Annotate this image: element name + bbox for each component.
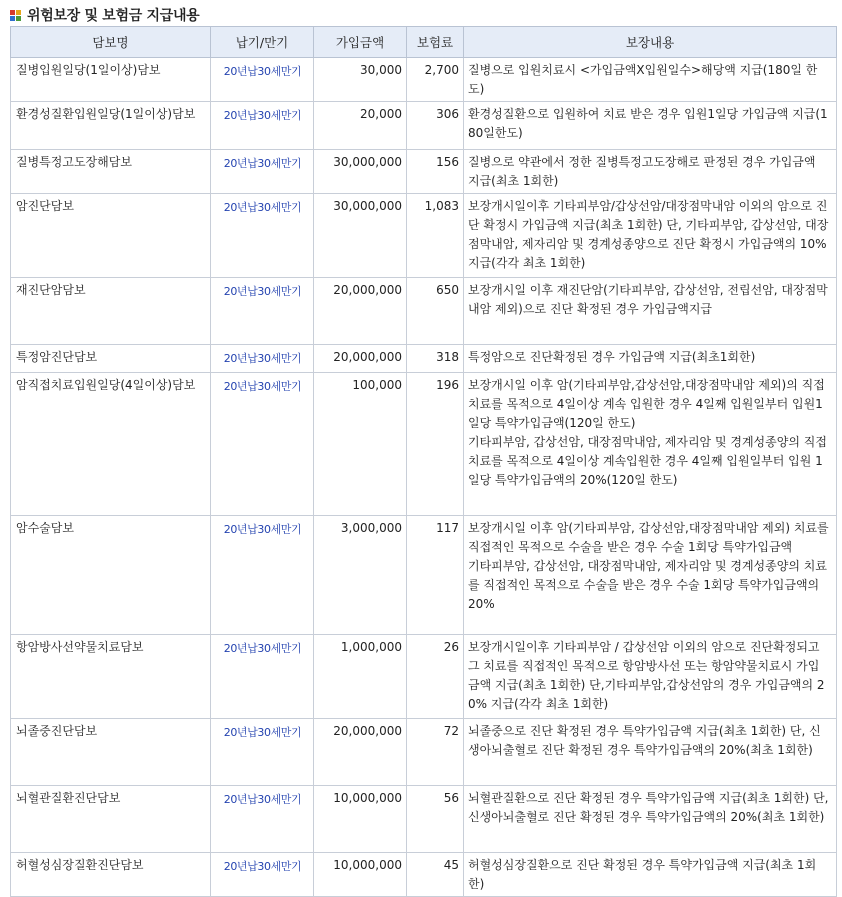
amount-cell: 10,000,000 [314, 786, 407, 853]
description-cell: 환경성질환으로 입원하여 치료 받은 경우 입원1일당 가입금액 지급(180일한도) [464, 102, 837, 150]
description-cell: 질병으로 입원치료시 <가입금액X입원일수>해당액 지급(180일 한도) [464, 58, 837, 102]
section-title: 위험보장 및 보험금 지급내용 [27, 8, 200, 24]
period-cell: 20년납30세만기 [211, 345, 314, 373]
amount-cell: 30,000,000 [314, 150, 407, 194]
coverage-name-cell: 암수술담보 [11, 516, 211, 635]
amount-cell: 20,000,000 [314, 345, 407, 373]
table-row [11, 373, 837, 516]
table-row [11, 719, 837, 786]
section-header [10, 6, 199, 24]
amount-cell: 20,000,000 [314, 278, 407, 345]
premium-cell: 26 [407, 635, 464, 719]
description-cell: 허혈성심장질환으로 진단 확정된 경우 특약가입금액 지급(최초 1회한) [464, 853, 837, 897]
section-bullet-icon [10, 10, 21, 21]
coverage-name-cell: 환경성질환입원일당(1일이상)담보 [11, 102, 211, 150]
period-cell: 20년납30세만기 [211, 373, 314, 516]
period-cell: 20년납30세만기 [211, 58, 314, 102]
description-cell: 보장개시일이후 기타피부암 / 갑상선암 이외의 암으로 진단확정되고 그 치료를 직접적인 목적으로 항암방사선 또는 항암약물치료시 가입금액 지급(최초 1회한) 단,기타피부암,갑상선암의 경우 가입금액의 20% 지급(각각 최초 1회한) [464, 635, 837, 719]
description-cell: 보장개시일이후 기타피부암/갑상선암/대장점막내암 이외의 암으로 진단 확정시 가입금액 지급(최초 1회한) 단, 기타피부암, 갑상선암, 대장점막내암, 제자리암 및 경계성종양으로 진단 확정시 가입금액의 10% 지급(각각 최초 1회한) [464, 194, 837, 278]
premium-cell: 56 [407, 786, 464, 853]
table-row [11, 194, 837, 278]
amount-cell: 100,000 [314, 373, 407, 516]
description-cell: 보장개시일 이후 암(기타피부암,갑상선암,대장점막내암 제외)의 직접치료를 목적으로 4일이상 계속 입원한 경우 4일째 입원일부터 입원1일당 특약가입금액(120일 한도) 기타피부암, 갑상선암, 대장점막내암, 제자리암 및 경계성종양의 직접치료를 목적으로 4일이상 계속입원한 경우 4일째 입원일부터 입원 1일당 특약가입금액의 20%(120일 한도) [464, 373, 837, 516]
coverage-name-cell: 뇌혈관질환진단담보 [11, 786, 211, 853]
coverage-name-cell: 질병입원일당(1일이상)담보 [11, 58, 211, 102]
table-row [11, 102, 837, 150]
coverage-name-cell: 뇌졸중진단담보 [11, 719, 211, 786]
premium-cell: 45 [407, 853, 464, 897]
period-cell: 20년납30세만기 [211, 516, 314, 635]
column-header-amount: 가입금액 [314, 27, 407, 58]
premium-cell: 156 [407, 150, 464, 194]
description-cell: 보장개시일 이후 재진단암(기타피부암, 갑상선암, 전립선암, 대장점막내암 제외)으로 진단 확정된 경우 가입금액지급 [464, 278, 837, 345]
table-row [11, 345, 837, 373]
period-cell: 20년납30세만기 [211, 719, 314, 786]
coverage-name-cell: 재진단암담보 [11, 278, 211, 345]
coverage-name-cell: 암진단담보 [11, 194, 211, 278]
description-cell: 특정암으로 진단확정된 경우 가입금액 지급(최초1회한) [464, 345, 837, 373]
premium-cell: 117 [407, 516, 464, 635]
amount-cell: 3,000,000 [314, 516, 407, 635]
period-cell: 20년납30세만기 [211, 853, 314, 897]
coverage-name-cell: 질병특정고도장해담보 [11, 150, 211, 194]
premium-cell: 196 [407, 373, 464, 516]
table-row [11, 58, 837, 102]
coverage-name-cell: 허혈성심장질환진단담보 [11, 853, 211, 897]
coverage-name-cell: 암직접치료입원일당(4일이상)담보 [11, 373, 211, 516]
table-row [11, 516, 837, 635]
table-row [11, 853, 837, 897]
table-row [11, 635, 837, 719]
table-header-row [11, 27, 837, 58]
amount-cell: 20,000 [314, 102, 407, 150]
period-cell: 20년납30세만기 [211, 635, 314, 719]
coverage-name-cell: 특정암진단담보 [11, 345, 211, 373]
description-cell: 질병으로 약관에서 정한 질병특정고도장해로 판정된 경우 가입금액 지급(최초 1회한) [464, 150, 837, 194]
period-cell: 20년납30세만기 [211, 194, 314, 278]
amount-cell: 1,000,000 [314, 635, 407, 719]
column-header-premium: 보험료 [407, 27, 464, 58]
column-header-period: 납기/만기 [211, 27, 314, 58]
premium-cell: 2,700 [407, 58, 464, 102]
amount-cell: 30,000,000 [314, 194, 407, 278]
column-header-coverage-name: 담보명 [11, 27, 211, 58]
table-row [11, 278, 837, 345]
premium-cell: 306 [407, 102, 464, 150]
description-cell: 보장개시일 이후 암(기타피부암, 갑상선암,대장점막내암 제외) 치료를 직접적인 목적으로 수술을 받은 경우 수술 1회당 특약가입금액 기타피부암, 갑상선암, 대장점막내암, 제자리암 및 경계성종양의 치료를 직접적인 목적으로 수술을 받은 경우 수술 1회당 특약가입금액의 20% [464, 516, 837, 635]
premium-cell: 72 [407, 719, 464, 786]
period-cell: 20년납30세만기 [211, 150, 314, 194]
coverage-table [10, 26, 837, 897]
description-cell: 뇌졸중으로 진단 확정된 경우 특약가입금액 지급(최초 1회한) 단, 신생아뇌출혈로 진단 확정된 경우 특약가입금액의 20%(최초 1회한) [464, 719, 837, 786]
table-row [11, 786, 837, 853]
amount-cell: 10,000,000 [314, 853, 407, 897]
period-cell: 20년납30세만기 [211, 278, 314, 345]
premium-cell: 1,083 [407, 194, 464, 278]
premium-cell: 318 [407, 345, 464, 373]
amount-cell: 20,000,000 [314, 719, 407, 786]
amount-cell: 30,000 [314, 58, 407, 102]
period-cell: 20년납30세만기 [211, 786, 314, 853]
column-header-description: 보장내용 [464, 27, 837, 58]
table-row [11, 150, 837, 194]
premium-cell: 650 [407, 278, 464, 345]
description-cell: 뇌혈관질환으로 진단 확정된 경우 특약가입금액 지급(최초 1회한) 단, 신생아뇌출혈로 진단 확정된 경우 특약가입금액의 20%(최초 1회한) [464, 786, 837, 853]
coverage-name-cell: 항암방사선약물치료담보 [11, 635, 211, 719]
period-cell: 20년납30세만기 [211, 102, 314, 150]
